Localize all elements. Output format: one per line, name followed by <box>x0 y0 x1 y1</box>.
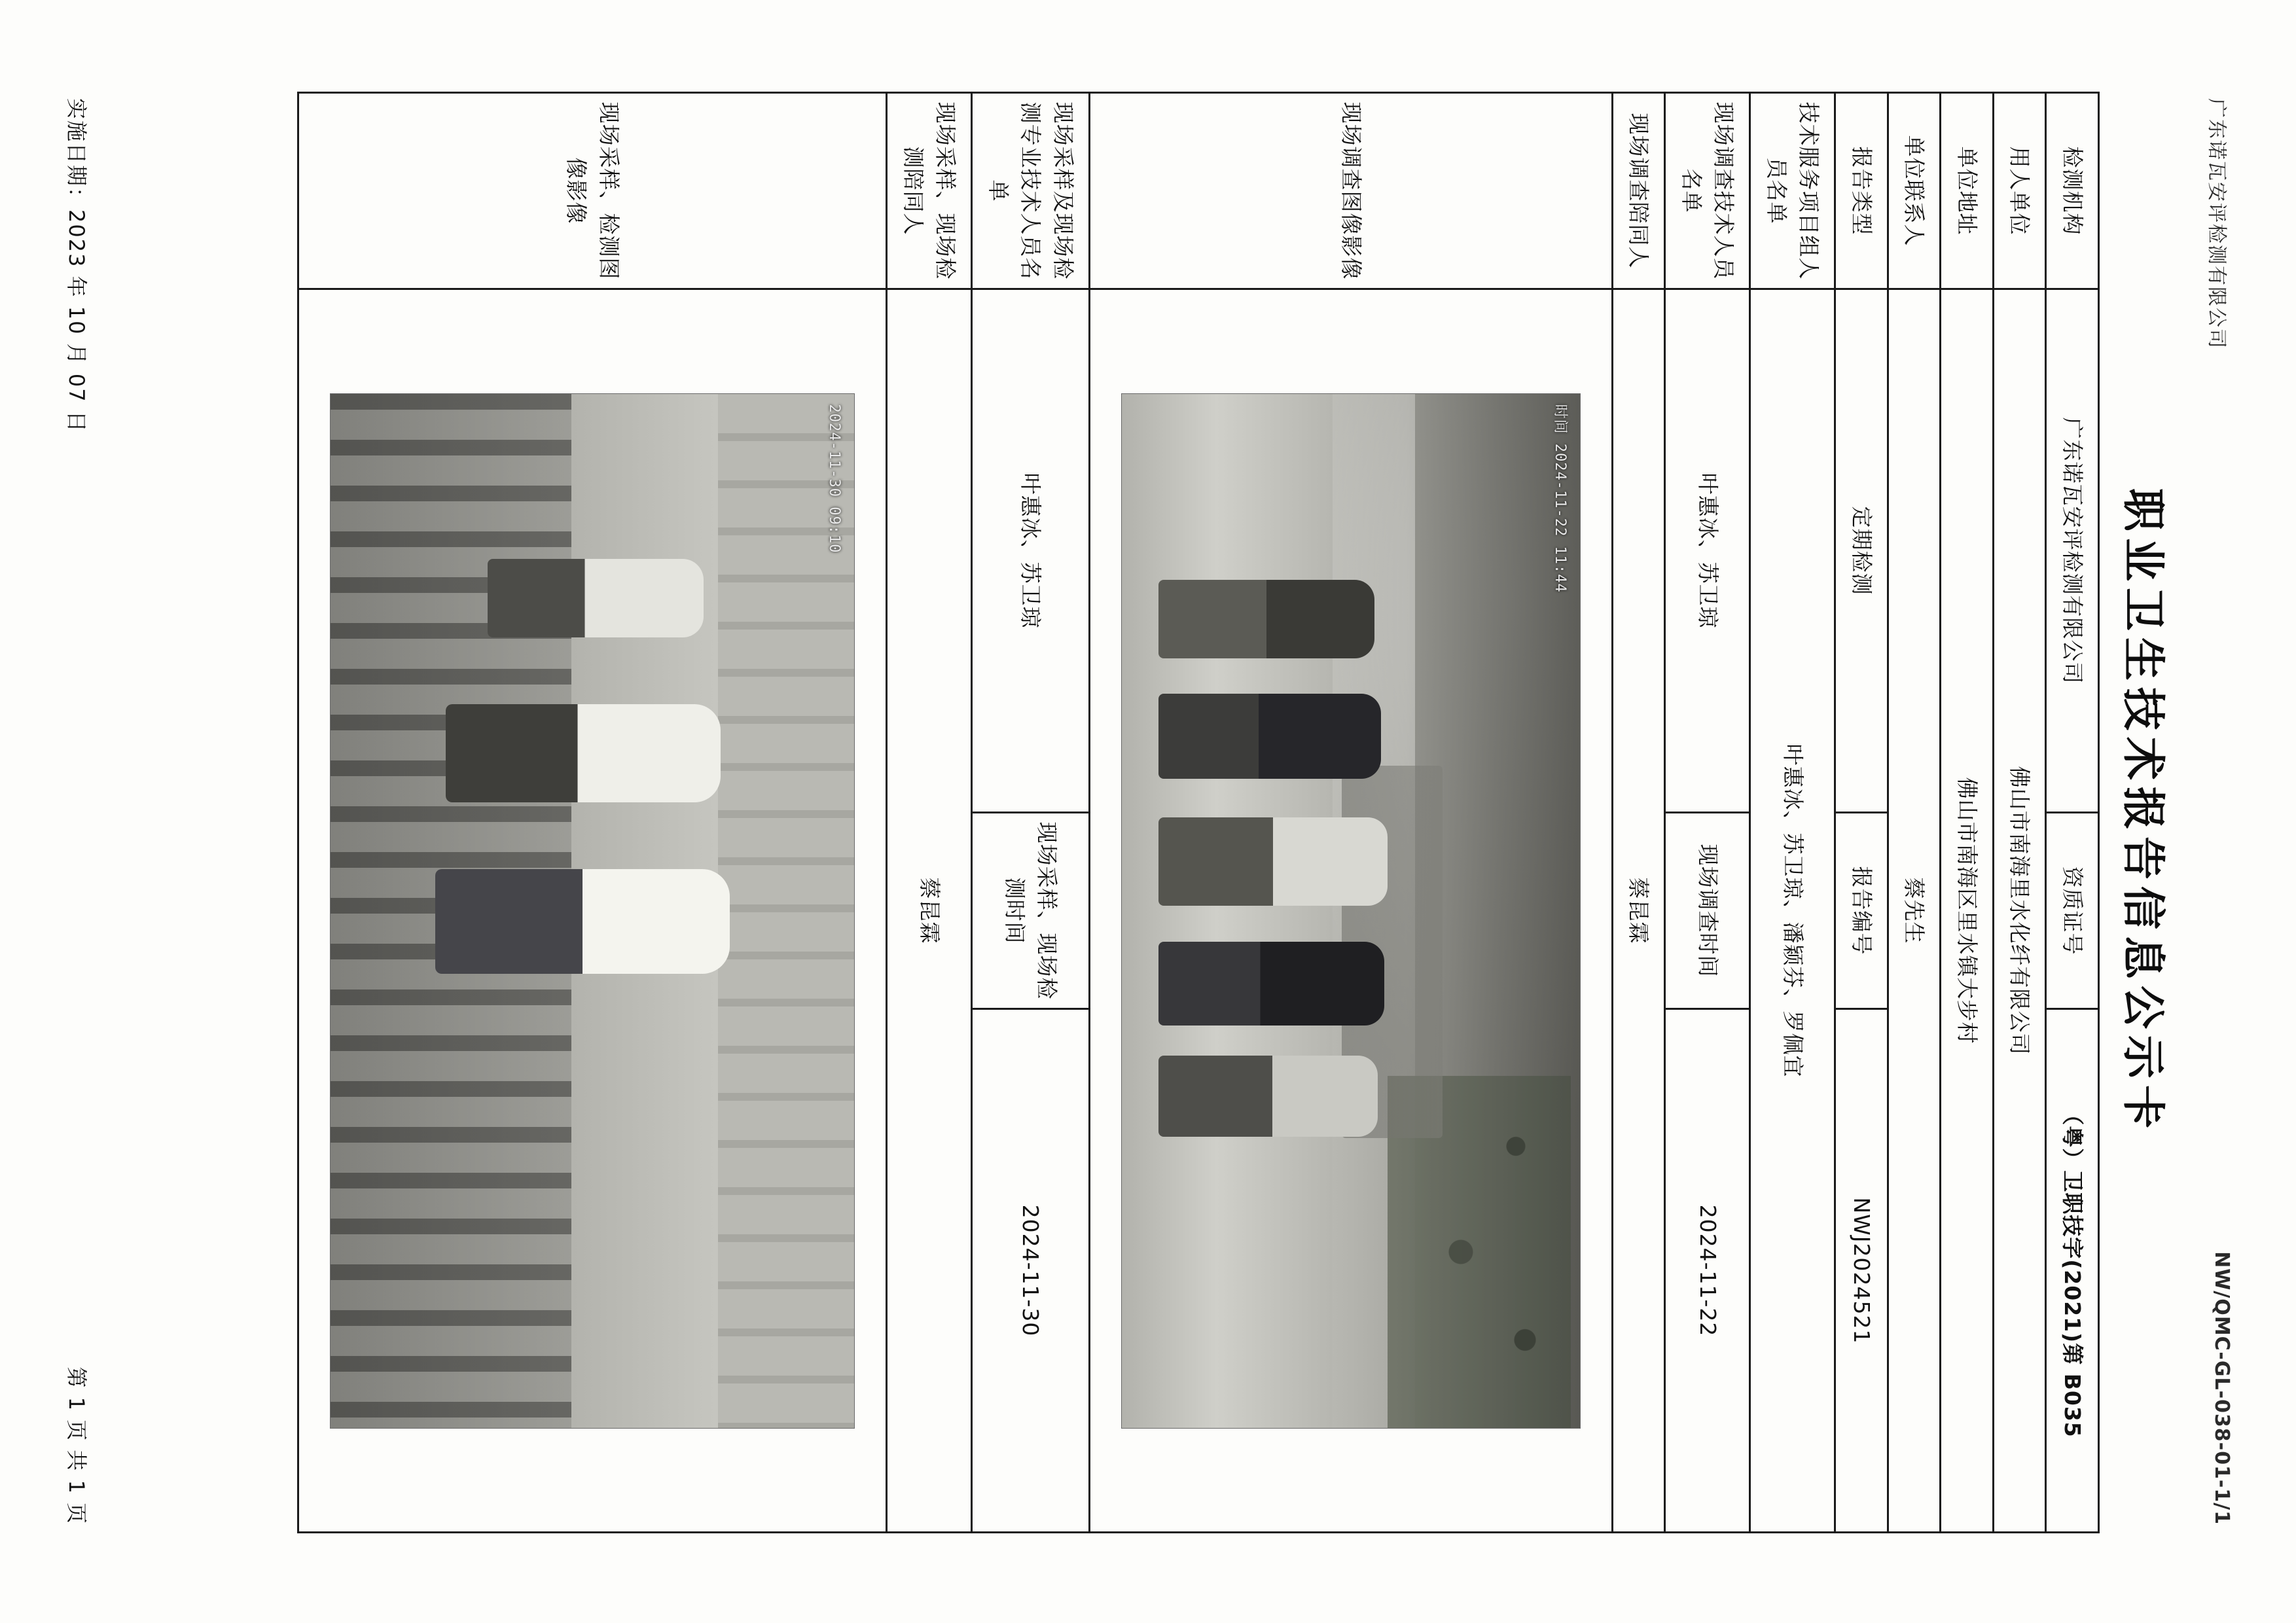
row-label-inspection-org: 检测机构 <box>2046 93 2099 289</box>
photo-person <box>1158 1056 1378 1137</box>
row-value-sampling-staff: 叶惠冰、苏卫琼 <box>972 289 1090 813</box>
row-value-inspection-org: 广东诺瓦安评检测有限公司 <box>2046 289 2099 813</box>
table-row <box>298 93 887 1533</box>
table-row <box>1750 93 1835 1533</box>
issue-date: 实施日期：2023 年 10 月 07 日 <box>64 98 89 433</box>
row-value-tech-team: 叶惠冰、苏卫琼、潘颖芬、罗佩宜 <box>1750 289 1835 1533</box>
row-value-license-no: （粤）卫职技字(2021)第 B035 <box>2046 1009 2099 1533</box>
row-value-address: 佛山市南海区里水镇大步村 <box>1941 289 1994 1533</box>
photo-worker <box>436 869 730 974</box>
row-label-employer: 用人单位 <box>1994 93 2047 289</box>
row-label-survey-staff: 现场调查技术人员名单 <box>1665 93 1750 289</box>
photo-person <box>1158 817 1388 906</box>
row-label-address: 单位地址 <box>1941 93 1994 289</box>
photo-worker <box>446 704 721 802</box>
table-row <box>1090 93 1613 1533</box>
row-value-sampling-time: 2024-11-30 <box>972 1009 1090 1533</box>
table-row <box>1835 93 1888 1533</box>
table-row <box>1941 93 1994 1533</box>
row-value-survey-time: 2024-11-22 <box>1665 1009 1750 1533</box>
table-row <box>887 93 972 1533</box>
sampling-photo-image <box>331 393 855 1429</box>
row-label-sampling-time: 现场采样、现场检测时间 <box>972 813 1090 1009</box>
row-value-contact: 蔡先生 <box>1888 289 1941 1533</box>
photo-person <box>1158 580 1374 658</box>
table-row <box>1994 93 2047 1533</box>
row-value-report-type: 定期检测 <box>1835 289 1888 813</box>
photo-person <box>1158 942 1384 1026</box>
row-label-survey-time: 现场调查时间 <box>1665 813 1750 1009</box>
row-value-survey-staff: 叶惠冰、苏卫琼 <box>1665 289 1750 813</box>
table-row <box>1613 93 1666 1533</box>
table-row <box>1665 93 1750 1533</box>
row-label-sampling-staff: 现场采样及现场检测专业技术人员名单 <box>972 93 1090 289</box>
survey-photo-image <box>1121 393 1581 1429</box>
row-label-survey-escort: 现场调查陪同人 <box>1613 93 1666 289</box>
row-label-survey-photo: 现场调查图像影像 <box>1090 93 1613 289</box>
page-title: 职业卫生技术报告信息公示卡 <box>2118 488 2168 1135</box>
row-label-report-type: 报告类型 <box>1835 93 1888 289</box>
table-row <box>2046 93 2099 1533</box>
row-label-report-no: 报告编号 <box>1835 813 1888 1009</box>
row-value-sampling-escort: 蔡昆霖 <box>887 289 972 1533</box>
photo-ground-region <box>1122 394 1333 1428</box>
row-label-sampling-photo: 现场采样、检测图像影像 <box>298 93 887 289</box>
row-value-survey-escort: 蔡昆霖 <box>1613 289 1666 1533</box>
photo-worker <box>488 559 704 637</box>
row-label-license-no: 资质证号 <box>2046 813 2099 1009</box>
sampling-photo-cell <box>298 289 887 1533</box>
survey-photo-cell <box>1090 289 1613 1533</box>
row-label-contact: 单位联系人 <box>1888 93 1941 289</box>
row-value-report-no: NWJ2024521 <box>1835 1009 1888 1533</box>
photo-timestamp: 时间 2024-11-22 11:44 <box>1552 404 1568 593</box>
report-info-table <box>298 92 2100 1533</box>
photo-person <box>1158 694 1381 779</box>
photo-timestamp: 2024-11-30 09:10 <box>826 404 843 554</box>
company-name-header: 广东诺瓦安评检测有限公司 <box>2205 98 2228 349</box>
row-label-tech-team: 技术服务项目组人员名单 <box>1750 93 1835 289</box>
row-label-sampling-escort: 现场采样、现场检测陪同人 <box>887 93 972 289</box>
page-number: 第 1 页 共 1 页 <box>64 1366 89 1525</box>
table-row <box>1888 93 1941 1533</box>
row-value-employer: 佛山市南海里水化纤有限公司 <box>1994 289 2047 1533</box>
document-code: NW/QMC-GL-038-01-1/1 <box>2210 1251 2233 1525</box>
table-row <box>972 93 1090 1533</box>
